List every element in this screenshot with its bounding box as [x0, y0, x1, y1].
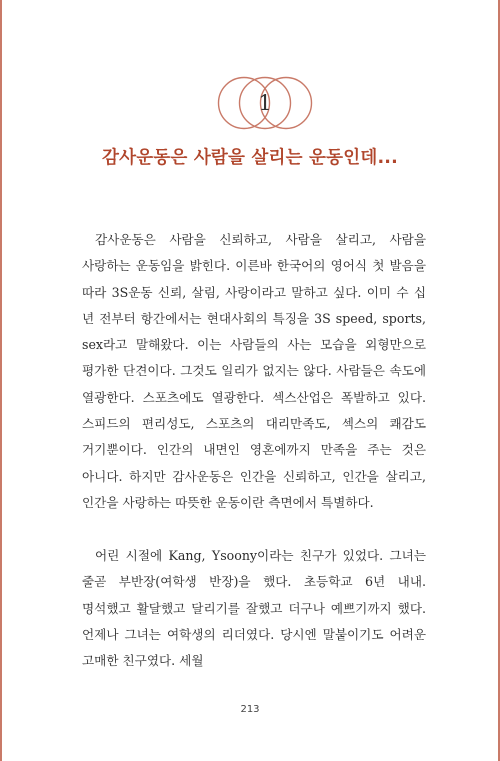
paragraph: 어린 시절에 Kang, Ysoony이라는 친구가 있었다. 그녀는 줄곧 부반장(여학생 반장)을 했다. 초등학교 6년 내내. 명석했고 활달했고 달리기를 잘했고 더구나 예쁘기까지 했다. 언제나 그녀는 여학생의 리더였다. 당시엔 말붙이기도 어려운 고매한 친구였다. 세월 — [82, 548, 426, 669]
paragraph: 감사운동은 사람을 신뢰하고, 사람을 살리고, 사람을 사랑하는 운동임을 밝힌다. 이른바 한국어의 영어식 첫 발음을 따라 3S운동 신뢰, 살림, 사랑이라고 말하고 싶다. 이미 수 십 년 전부터 항간에서는 현대사회의 특징을 3S speed, sports, sex라고 말해왔다. 이는 사람들의 사는 모습을 외형만으로 평가한 단견이다. 그것도 일리가 없지는 않다. 사람들은 속도에 열광한다. 스포츠에도 열광한다. 섹스산업은 폭발하고 있다. 스피드의 편리성도, 스포츠의 대리만족도, 섹스의 쾌감도 거기뿐이다. 인간의 내면인 영혼에까지 만족을 주는 것은 아니다. 하지만 감사운동은 인간을 신뢰하고, 인간을 살리고, 인간을 사랑하는 따뜻한 운동이란 측면에서 특별하다. — [82, 232, 426, 510]
chapter-emblem — [217, 76, 313, 130]
chapter-title: 감사운동은 사람을 살리는 운동인데... — [102, 148, 398, 168]
page-number: 213 — [240, 704, 260, 715]
chapter-number: 1 — [258, 91, 272, 115]
